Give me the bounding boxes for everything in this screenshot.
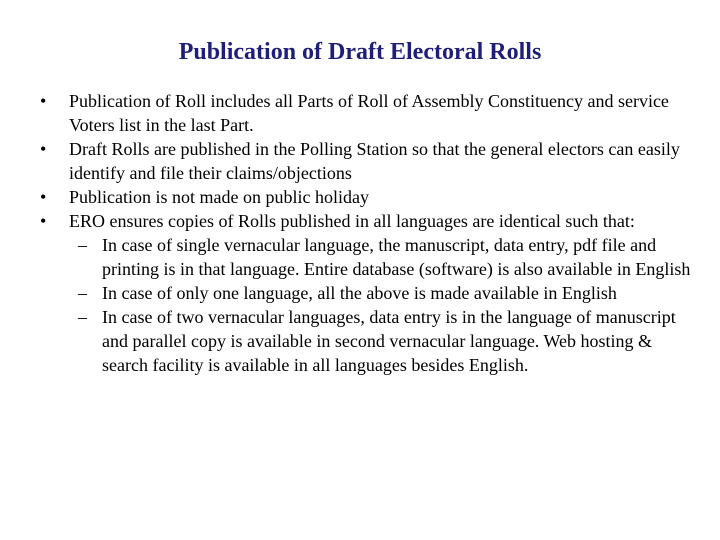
slide-title: Publication of Draft Electoral Rolls [178, 39, 542, 65]
bullet-list [0, 89, 720, 377]
sub-bullet-item [0, 305, 694, 377]
sub-bullet-marker: – [78, 235, 87, 255]
bullet-item [0, 185, 689, 209]
bullet-marker: • [40, 187, 47, 207]
bullet-marker: • [40, 91, 47, 111]
sub-bullet-text: In case of only one language, all the above is made available in English [102, 283, 617, 303]
bullet-text: Draft Rolls are published in the Polling Station so that the general electors can easily identify and file their claims/objections [69, 139, 680, 183]
bullet-marker: • [40, 211, 47, 231]
bullet-text: Publication is not made on public holiday [69, 187, 369, 207]
bullet-text: ERO ensures copies of Rolls published in all languages are identical such that: [69, 211, 635, 231]
sub-bullet-marker: – [78, 307, 87, 327]
bullet-item [0, 137, 689, 185]
sub-bullet-text: In case of single vernacular language, the manuscript, data entry, pdf file and printing is in that language. Entire database (software) is also available in English [102, 235, 691, 279]
sub-bullet-text: In case of two vernacular languages, data entry is in the language of manuscript and parallel copy is available in second vernacular language. Web hosting & search facility is available in all languages besides English. [102, 307, 676, 375]
bullet-item [0, 209, 689, 233]
bullet-marker: • [40, 139, 47, 159]
bullet-text: Publication of Roll includes all Parts of Roll of Assembly Constituency and service Voters list in the last Part. [69, 91, 669, 135]
sub-bullet-item [0, 281, 694, 305]
bullet-item [0, 89, 689, 137]
sub-bullet-marker: – [78, 283, 87, 303]
sub-bullet-item [0, 233, 694, 281]
